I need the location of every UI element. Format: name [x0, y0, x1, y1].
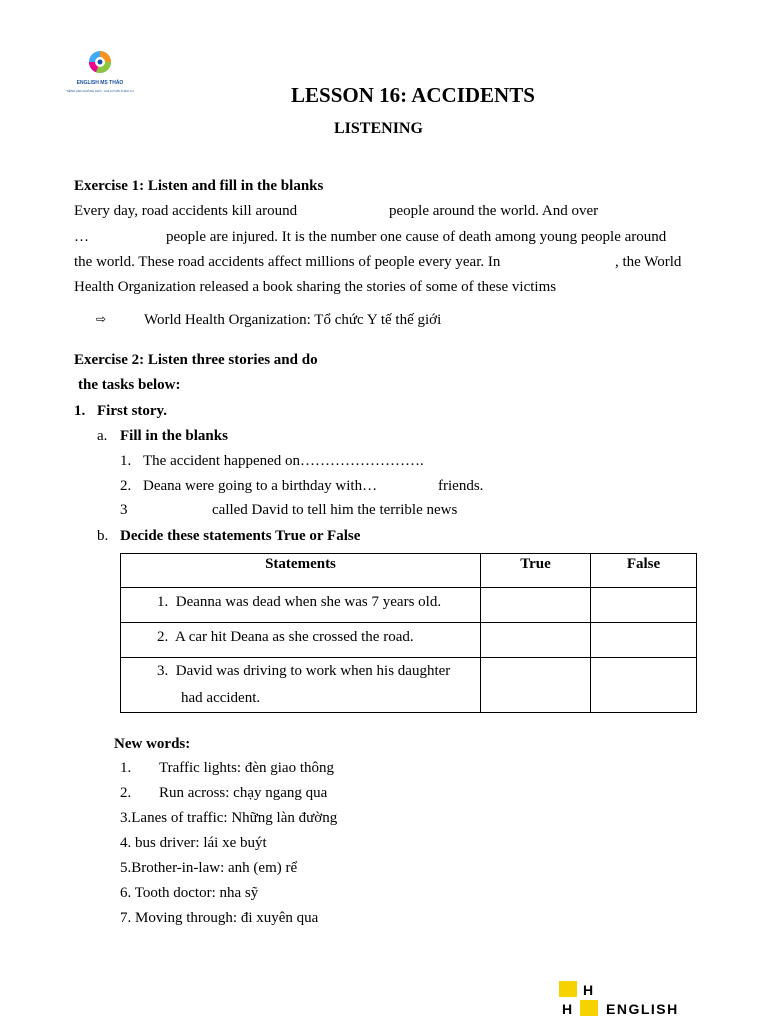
logo-emblem-icon: [88, 50, 112, 74]
exercise1-line2-end: people are injured. It is the number one cause of death among young people around: [166, 229, 667, 245]
brand-word: ENGLISH: [606, 1001, 679, 1017]
header-true: True: [481, 554, 591, 588]
arrow-icon: ⇨: [96, 312, 107, 326]
true-answer-cell[interactable]: [481, 623, 591, 658]
exercise1-line1-start: Every day, road accidents kill around: [74, 203, 298, 219]
statement-text: A car hit Deana as she crossed the road.: [174, 629, 414, 645]
part-b-title: Decide these statements True or False: [120, 528, 361, 544]
fill-item-text: The accident happened on…………………….: [143, 453, 424, 469]
header-statements: Statements: [121, 554, 481, 588]
false-answer-cell[interactable]: [591, 658, 697, 713]
exercise1-line3-start: the world. These road accidents affect millions of people every year. In: [74, 254, 501, 270]
word-item: 5.Brother-in-law: anh (em) rể: [120, 860, 298, 876]
table-row: [121, 623, 697, 658]
word-item: Traffic lights: đèn giao thông: [159, 760, 334, 776]
exercise1-heading: Exercise 1: Listen and fill in the blanks: [74, 178, 324, 194]
fill-item-text-end: friends.: [438, 478, 484, 494]
fill-item-text: called David to tell him the terrible news: [212, 502, 458, 518]
brand-square-icon: [580, 1000, 598, 1016]
exercise1-line1-end: people around the world. And over: [389, 203, 599, 219]
page-title: LESSON 16: ACCIDENTS: [291, 83, 535, 107]
story-number: 1.: [74, 403, 86, 419]
table-header-row: [121, 554, 697, 588]
true-answer-cell[interactable]: [481, 588, 591, 623]
part-a-marker: a.: [97, 428, 108, 444]
school-logo: [62, 44, 138, 100]
statement-number: 2.: [157, 629, 169, 645]
exercise2-heading-cont: the tasks below:: [78, 377, 181, 393]
false-answer-cell[interactable]: [591, 623, 697, 658]
word-item: 3.Lanes of traffic: Những làn đường: [120, 810, 338, 826]
exercise1-note: World Health Organization: Tổ chức Y tế thế giới: [144, 312, 442, 328]
new-words-heading: New words:: [114, 736, 191, 752]
statement-text: Deanna was dead when she was 7 years old.: [175, 594, 442, 610]
exercise1-line2-start: …: [74, 229, 89, 245]
true-false-table: [120, 553, 697, 713]
brand-square-icon: [559, 981, 577, 997]
table-row: [121, 588, 697, 623]
brand-letter-top: H: [583, 982, 594, 998]
statement-number: 1.: [157, 594, 169, 610]
logo-tagline: TIẾNG ANH KHÔNG KHÓ - KHI CÓ MS THẢO LO: [66, 89, 134, 93]
story-title: First story.: [97, 403, 167, 419]
brand-logo: [559, 981, 679, 1017]
fill-item-number: 2.: [120, 478, 132, 494]
logo-name: ENGLISH MS THẢO: [76, 80, 124, 86]
word-item: 4. bus driver: lái xe buýt: [120, 835, 267, 851]
word-item: Run across: chạy ngang qua: [159, 785, 328, 801]
exercise1-line4: Health Organization released a book sharing the stories of some of these victims: [74, 279, 557, 295]
statement-text: David was driving to work when his daughter: [175, 663, 451, 679]
fill-item-text: Deana were going to a birthday with…: [143, 478, 378, 494]
word-number: 1.: [120, 760, 132, 776]
exercise1-line3-end: , the World: [615, 254, 682, 270]
word-item: 6. Tooth doctor: nha sỹ: [120, 885, 259, 901]
brand-letter-bottom: H: [562, 1001, 573, 1017]
statement-text-cont: had accident.: [181, 690, 261, 706]
fill-item-number: 3: [120, 502, 128, 518]
false-answer-cell[interactable]: [591, 588, 697, 623]
page-subtitle: LISTENING: [334, 120, 423, 137]
true-answer-cell[interactable]: [481, 658, 591, 713]
statement-cell: [121, 623, 481, 658]
word-number: 2.: [120, 785, 132, 801]
statement-cell: [121, 658, 481, 713]
header-false: False: [591, 554, 697, 588]
word-item: 7. Moving through: đi xuyên qua: [120, 910, 319, 926]
part-a-title: Fill in the blanks: [120, 428, 228, 444]
part-b-marker: b.: [97, 528, 109, 544]
statement-cell: [121, 588, 481, 623]
exercise2-heading: Exercise 2: Listen three stories and do: [74, 352, 318, 368]
table-row: [121, 658, 697, 713]
statement-number: 3.: [157, 663, 169, 679]
fill-item-number: 1.: [120, 453, 132, 469]
